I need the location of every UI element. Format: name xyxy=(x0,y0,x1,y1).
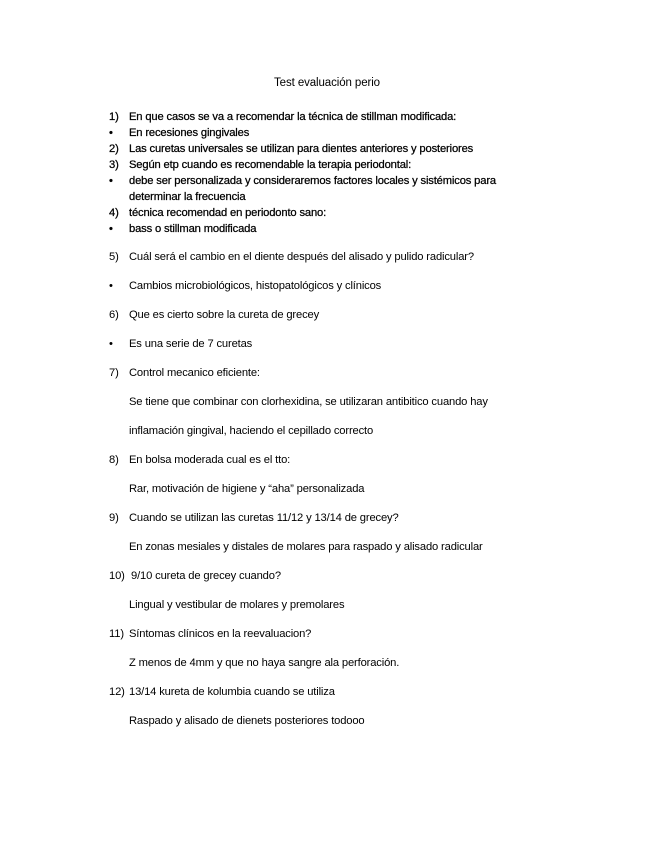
list-marker: 6) xyxy=(109,309,119,321)
list-item xyxy=(109,141,539,157)
list-marker: 12) xyxy=(109,686,125,698)
list-item xyxy=(109,249,539,265)
list-marker: 8) xyxy=(109,454,119,466)
document-body xyxy=(109,109,539,729)
list-item xyxy=(109,205,539,221)
bullet-marker: • xyxy=(109,338,113,350)
list-item xyxy=(109,365,539,381)
question-text: Las curetas universales se utilizan para dientes anteriores y posteriores xyxy=(129,143,474,155)
list-item xyxy=(109,626,539,642)
list-item xyxy=(109,336,539,352)
list-marker: 7) xyxy=(109,367,119,379)
bullet-marker: • xyxy=(109,127,113,139)
answer-text: Z menos de 4mm y que no haya sangre ala perforación. xyxy=(129,657,400,669)
question-text: Según etp cuando es recomendable la terapia periodontal: xyxy=(129,159,412,171)
answer-text: Rar, motivación de higiene y “aha” personalizada xyxy=(129,483,365,495)
list-marker: 5) xyxy=(109,251,119,263)
question-text: Control mecanico eficiente: xyxy=(129,367,260,379)
answer-text: Lingual y vestibular de molares y premolares xyxy=(129,599,345,611)
list-item xyxy=(109,278,539,294)
answer-text: Se tiene que combinar con clorhexidina, se utilizaran antibitico cuando hay xyxy=(129,396,488,408)
list-item xyxy=(109,173,539,205)
list-item xyxy=(109,109,539,125)
answer-text: inflamación gingival, haciendo el cepillado correcto xyxy=(129,425,374,437)
list-item xyxy=(109,221,539,237)
answer-text: En zonas mesiales y distales de molares para raspado y alisado radicular xyxy=(129,541,483,553)
bullet-marker: • xyxy=(109,175,113,187)
answer-text: debe ser personalizada y consideraremos factores locales y sistémicos para determinar la frecuencia xyxy=(129,175,496,203)
question-text: Cuando se utilizan las curetas 11/12 y 13/14 de grecey? xyxy=(129,512,399,524)
list-marker: 10) xyxy=(109,570,125,582)
bullet-marker: • xyxy=(109,280,113,292)
list-item xyxy=(109,125,539,141)
question-text: Que es cierto sobre la cureta de grecey xyxy=(129,309,320,321)
question-text: 13/14 kureta de kolumbia cuando se utiliza xyxy=(129,686,335,698)
list-item xyxy=(109,157,539,173)
list-marker: 9) xyxy=(109,512,119,524)
question-text: En bolsa moderada cual es el tto: xyxy=(129,454,291,466)
list-marker: 4) xyxy=(109,207,119,219)
question-text: Cuál será el cambio en el diente después del alisado y pulido radicular? xyxy=(129,251,474,263)
answer-text: En recesiones gingivales xyxy=(129,127,250,139)
list-item xyxy=(109,568,539,584)
question-text: Síntomas clínicos en la reevaluacion? xyxy=(129,628,312,640)
list-marker: 1) xyxy=(109,111,119,123)
answer-text: bass o stillman modificada xyxy=(129,223,257,235)
list-marker: 11) xyxy=(109,628,124,640)
answer-text: Cambios microbiológicos, histopatológicos y clínicos xyxy=(129,280,382,292)
document-title: Test evaluación perio xyxy=(274,77,380,89)
list-marker: 3) xyxy=(109,159,119,171)
answer-text: Es una serie de 7 curetas xyxy=(129,338,253,350)
list-item xyxy=(109,452,539,468)
answer-text: Raspado y alisado de dienets posteriores todooo xyxy=(129,715,365,727)
bullet-marker: • xyxy=(109,223,113,235)
list-item xyxy=(109,684,539,700)
question-text: técnica recomendad en periodonto sano: xyxy=(129,207,327,219)
question-text: En que casos se va a recomendar la técnica de stillman modificada: xyxy=(129,111,457,123)
question-block-1 xyxy=(109,109,539,237)
list-item xyxy=(109,307,539,323)
list-item xyxy=(109,510,539,526)
question-text: 9/10 cureta de grecey cuando? xyxy=(131,570,281,582)
list-marker: 2) xyxy=(109,143,119,155)
